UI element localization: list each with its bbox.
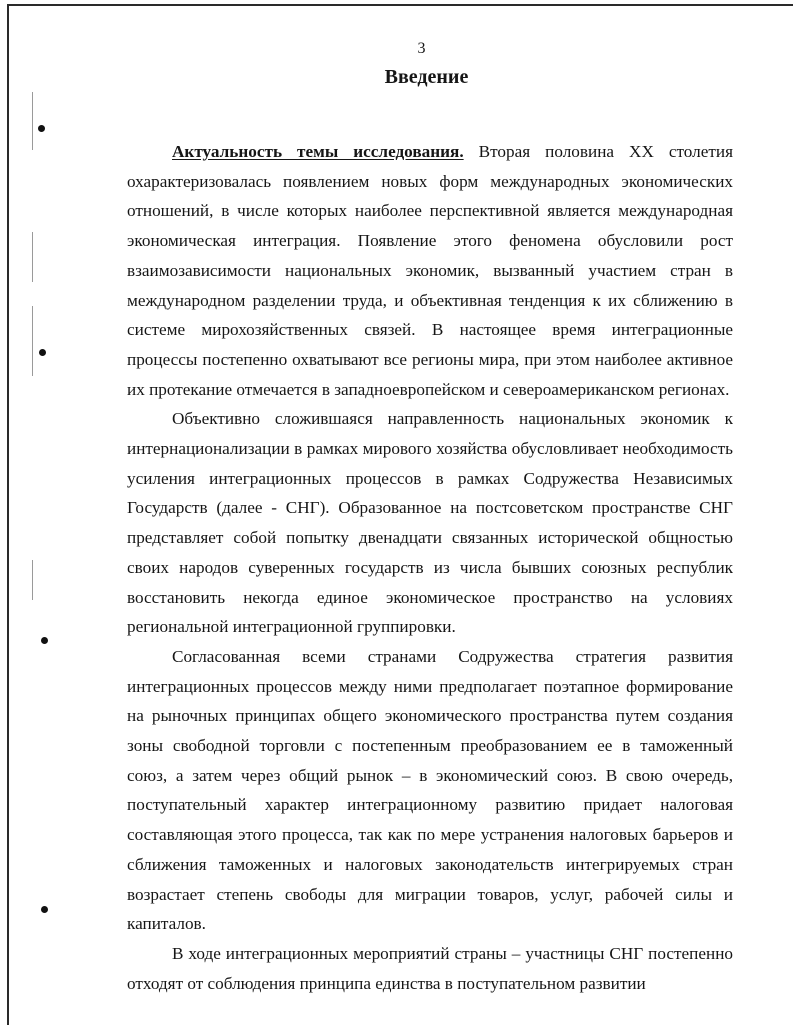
binding-hole-dot [41,906,48,913]
paragraph: Объективно сложившаяся направленность национальных экономик к интернационализации в рамках мирового хозяйства обусловливает необходимость усиления интеграционных процессов в рамках Содружества Независимых Государств (далее - СНГ). Образованное на постсоветском пространстве СНГ представляет собой попытку двенадцати связанных исторической общностью своих народов суверенных государств из числа бывших союзных республик восстановить некогда единое экономическое пространство на условиях региональной интеграционной группировки. [127,409,733,637]
margin-mark [32,306,33,376]
page-title: Введение [384,66,469,88]
paragraph-lead: Актуальность темы исследования. [172,142,464,161]
document-body [127,137,733,998]
scan-border-left [7,4,9,1025]
paragraph-text: Вторая половина XX столетия охарактеризовалась появлением новых форм международных экономических отношений, в числе которых наиболее перспективной является международная экономическая интеграция. Появление этого феномена обусловили рост взаимозависимости национальных экономик, вызванный участием стран в международном разделении труда, и объективная тенденция к их сближению в системе мирохозяйственных связей. В настоящее время интеграционные процессы постепенно охватывают все регионы мира, при этом наиболее активное их протекание отмечается в западноевропейском и североамериканском регионах. [127,142,733,399]
margin-mark [32,560,33,600]
paragraph: Согласованная всеми странами Содружества стратегия развития интеграционных процессов между ними предполагает поэтапное формирование на рыночных принципах общего экономического пространства путем создания зоны свободной торговли с постепенным преобразованием ее в таможенный союз, а затем через общий рынок – в экономический союз. В свою очередь, поступательный характер интеграционному развитию придает налоговая составляющая этого процесса, так как по мере устранения налоговых барьеров и сближения таможенных и налоговых законодательств интегрируемых стран возрастает степень свободы для миграции товаров, услуг, рабочей силы и капиталов. [127,646,733,934]
binding-hole-dot [38,125,45,132]
margin-mark [32,232,33,282]
binding-hole-dot [39,349,46,356]
paragraph [127,137,733,404]
scan-border-top [7,4,793,6]
binding-hole-dot [41,637,48,644]
page-number: 3 [417,40,426,57]
paragraph: В ходе интеграционных мероприятий страны – участницы СНГ постепенно отходят от соблюдения принципа единства в поступательном развитии [127,943,733,993]
margin-mark [32,92,33,150]
